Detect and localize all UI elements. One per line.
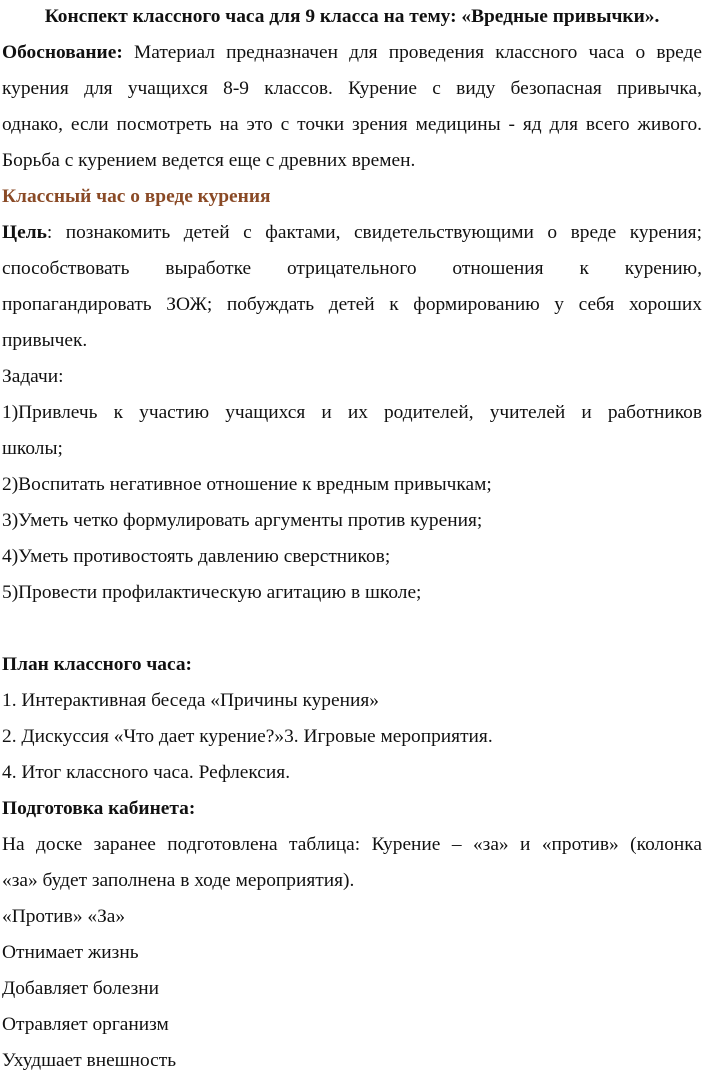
- goal-label: Цель: [2, 222, 47, 243]
- document-title: Конспект классного часа для 9 класса на тему: «Вредные привычки».: [44, 6, 660, 27]
- task-item: 4)Уметь противостоять давлению сверстников;: [2, 546, 391, 567]
- prep-line: «за» будет заполнена в ходе мероприятия).: [2, 870, 355, 891]
- goal-line: пропагандировать ЗОЖ; побуждать детей к формированию у себя хороших: [2, 294, 702, 315]
- rationale-line: курения для учащихся 8-9 классов. Курение с виду безопасная привычка,: [2, 78, 702, 99]
- goal-line: способствовать выработке отрицательного отношения к курению,: [2, 258, 702, 279]
- goal-line: привычек.: [2, 330, 88, 351]
- table-item: Ухудшает внешность: [2, 1050, 177, 1071]
- table-item: Отравляет организм: [2, 1014, 169, 1035]
- prep-line: На доске заранее подготовлена таблица: Курение – «за» и «против» (колонка: [2, 834, 702, 855]
- table-item: Отнимает жизнь: [2, 942, 139, 963]
- tasks-label: Задачи:: [2, 366, 64, 387]
- plan-item: 4. Итог классного часа. Рефлексия.: [2, 762, 291, 783]
- rationale-line: Борьба с курением ведется еще с древних времен.: [2, 150, 416, 171]
- task-item: 3)Уметь четко формулировать аргументы против курения;: [2, 510, 483, 531]
- task-item: школы;: [2, 438, 63, 459]
- task-item: 1)Привлечь к участию учащихся и их родителей, учителей и работников: [2, 402, 702, 423]
- section-title: Классный час о вреде курения: [2, 186, 271, 207]
- task-item: 2)Воспитать негативное отношение к вредным привычкам;: [2, 474, 492, 495]
- prep-label: Подготовка кабинета:: [2, 798, 196, 819]
- goal-text: : познакомить детей с фактами, свидетельствующими о вреде курения;: [46, 222, 702, 243]
- table-item: Добавляет болезни: [2, 978, 160, 999]
- table-header: «Против» «За»: [2, 906, 126, 927]
- plan-item: 2. Дискуссия «Что дает курение?»3. Игровые мероприятия.: [2, 726, 493, 747]
- task-item: 5)Провести профилактическую агитацию в школе;: [2, 582, 422, 603]
- plan-label: План классного часа:: [2, 654, 192, 675]
- rationale-line: однако, если посмотреть на это с точки зрения медицины - яд для всего живого.: [2, 114, 702, 135]
- rationale-text: Материал предназначен для проведения классного часа о вреде: [133, 42, 703, 63]
- goal-line: [2, 221, 702, 245]
- rationale-label: Обоснование:: [2, 42, 123, 63]
- plan-item: 1. Интерактивная беседа «Причины курения»: [2, 690, 379, 711]
- rationale-line: [2, 41, 702, 65]
